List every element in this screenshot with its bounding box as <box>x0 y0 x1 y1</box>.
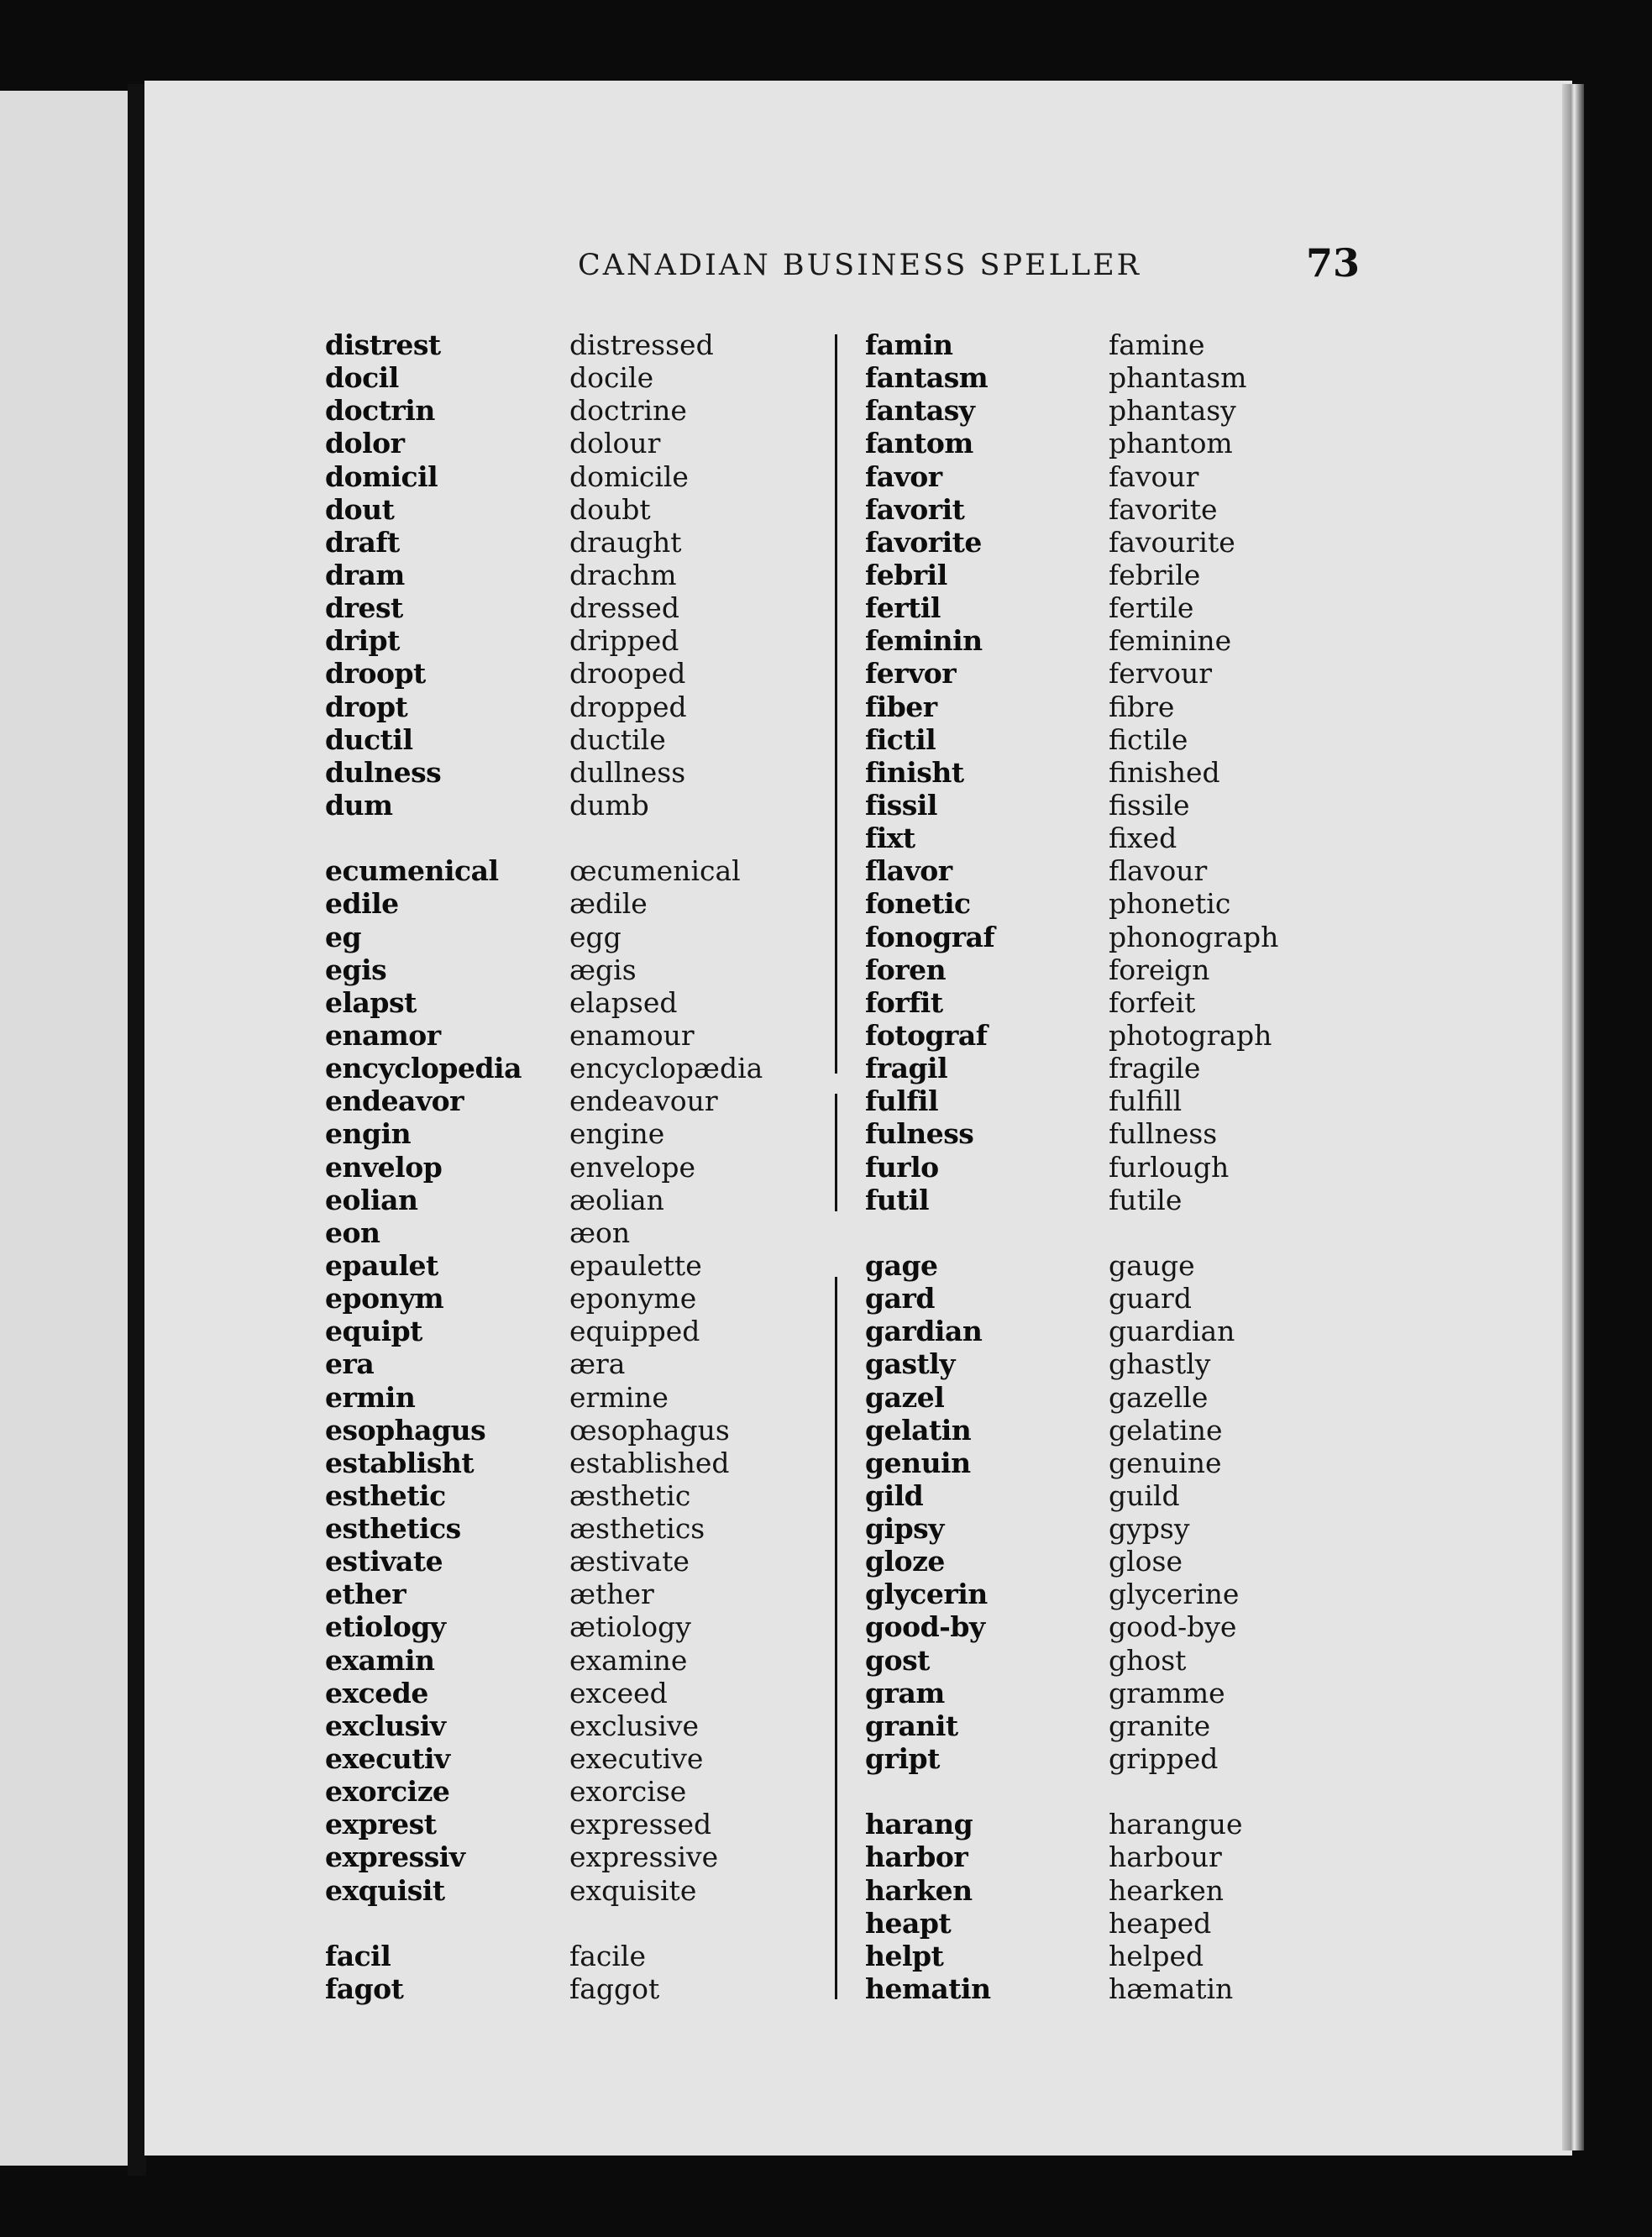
word-entry: harang <box>865 1808 973 1841</box>
word-entry: gazelle <box>1109 1380 1209 1414</box>
word-entry: elapst <box>325 985 417 1019</box>
word-entry: fervour <box>1109 657 1213 691</box>
word-entry: dum <box>325 788 393 822</box>
word-entry: dolor <box>325 427 405 460</box>
word-entry: egis <box>325 953 387 986</box>
word-entry: dullness <box>569 755 686 789</box>
word-entry: feminine <box>1109 624 1232 658</box>
word-entry: foren <box>865 953 947 986</box>
word-entry: gipsy <box>865 1512 944 1546</box>
word-entry: famin <box>865 328 953 361</box>
word-entry: heaped <box>1109 1906 1212 1940</box>
word-entry: dressed <box>569 591 679 625</box>
word-entry: fertil <box>865 591 941 625</box>
column-right-traditional <box>1109 328 1278 2005</box>
word-entry: fotograf <box>865 1018 988 1052</box>
word-entry: gage <box>865 1248 938 1282</box>
word-entry: executiv <box>325 1742 450 1776</box>
word-entry: favorite <box>1109 492 1218 526</box>
word-entry: dropt <box>325 690 408 723</box>
word-entry: fonograf <box>865 920 995 953</box>
column-left-simplified <box>325 328 522 2005</box>
word-entry: gelatin <box>865 1413 972 1447</box>
book-spine <box>128 84 146 2176</box>
word-entry: exceed <box>569 1676 668 1709</box>
word-entry: harbour <box>1109 1841 1222 1874</box>
word-entry: dumb <box>569 788 649 822</box>
word-entry: ductil <box>325 722 413 756</box>
word-entry: fictil <box>865 722 936 756</box>
blank-line <box>865 1216 994 1249</box>
word-entry: equipt <box>325 1315 422 1348</box>
word-entry: gypsy <box>1109 1512 1190 1546</box>
word-entry: fixed <box>1109 822 1177 855</box>
word-entry: glycerin <box>865 1578 988 1611</box>
word-entry: eolian <box>325 1183 418 1216</box>
word-entry: gauge <box>1109 1248 1195 1282</box>
word-entry: enamor <box>325 1018 441 1052</box>
word-entry: finisht <box>865 755 964 789</box>
word-entry: dropped <box>569 690 687 723</box>
word-entry: doctrine <box>569 394 687 428</box>
word-entry: genuin <box>865 1446 971 1479</box>
word-entry: glose <box>1109 1545 1183 1578</box>
word-entry: equipped <box>569 1315 700 1348</box>
word-entry: phantom <box>1109 427 1233 460</box>
blank-line <box>569 1907 763 1940</box>
word-entry: distressed <box>569 328 714 361</box>
word-entry: elapsed <box>569 985 678 1019</box>
word-entry: droopt <box>325 657 426 691</box>
word-entry: establisht <box>325 1446 475 1479</box>
word-entry: æther <box>569 1578 654 1611</box>
word-entry: œsophagus <box>569 1413 730 1447</box>
word-entry: hematin <box>865 1972 991 2006</box>
word-entry: phantasm <box>1109 361 1247 395</box>
word-entry: established <box>569 1446 730 1479</box>
word-entry: endeavour <box>569 1084 718 1118</box>
word-entry: encyclopædia <box>569 1052 763 1085</box>
word-entry: hæmatin <box>1109 1972 1234 2006</box>
word-entry: good-bye <box>1109 1610 1237 1644</box>
word-entry: œcumenical <box>569 854 741 888</box>
word-entry: febrile <box>1109 558 1201 591</box>
word-entry: favourite <box>1109 525 1235 559</box>
word-entry: encyclopedia <box>325 1052 522 1085</box>
word-entry: æsthetics <box>569 1512 705 1546</box>
word-entry: egg <box>569 920 621 953</box>
facing-page-edge <box>0 91 134 2166</box>
word-entry: exquisite <box>569 1873 697 1907</box>
word-entry: fulfil <box>865 1084 938 1118</box>
word-entry: gild <box>865 1478 924 1512</box>
word-entry: dulness <box>325 755 442 789</box>
word-entry: docil <box>325 361 399 395</box>
column-right-simplified <box>865 328 994 2005</box>
word-entry: gastly <box>865 1347 955 1381</box>
word-entry: photograph <box>1109 1018 1272 1052</box>
running-header: CANADIAN BUSINESS SPELLER <box>578 249 1141 282</box>
word-entry: febril <box>865 558 947 591</box>
column-divider <box>835 334 837 1074</box>
word-entry: æsthetic <box>569 1478 691 1512</box>
word-entry: engin <box>325 1117 412 1151</box>
word-entry: dram <box>325 558 405 591</box>
word-entry: foreign <box>1109 953 1210 986</box>
word-entry: futile <box>1109 1183 1183 1216</box>
word-entry: fantasm <box>865 361 989 395</box>
word-entry: expressiv <box>325 1841 465 1874</box>
word-entry: fissil <box>865 788 937 822</box>
word-entry: ether <box>325 1578 406 1611</box>
word-entry: phonograph <box>1109 920 1279 953</box>
word-entry: exorcise <box>569 1775 687 1809</box>
word-entry: examine <box>569 1643 688 1677</box>
word-entry: gript <box>865 1742 940 1776</box>
word-entry: æon <box>569 1216 631 1249</box>
word-entry: draught <box>569 525 682 559</box>
word-entry: envelop <box>325 1150 443 1184</box>
word-entry: favorite <box>865 525 982 559</box>
word-entry: esthetic <box>325 1478 446 1512</box>
word-entry: envelope <box>569 1150 696 1184</box>
word-entry: guild <box>1109 1478 1180 1512</box>
word-entry: faggot <box>569 1972 660 2006</box>
word-entry: furlough <box>1109 1150 1230 1184</box>
word-entry: gard <box>865 1282 935 1315</box>
word-entry: exprest <box>325 1808 437 1841</box>
word-entry: facil <box>325 1939 391 1972</box>
blank-line <box>325 822 522 854</box>
word-entry: esthetics <box>325 1512 461 1546</box>
blank-line <box>569 822 763 854</box>
word-entry: guard <box>1109 1282 1192 1315</box>
word-entry: dript <box>325 624 400 658</box>
word-entry: helped <box>1109 1939 1204 1972</box>
word-entry: docile <box>569 361 654 395</box>
word-entry: era <box>325 1347 375 1381</box>
word-entry: epaulet <box>325 1248 438 1282</box>
column-divider <box>835 1094 837 1211</box>
word-entry: fervor <box>865 657 957 691</box>
word-entry: executive <box>569 1742 704 1776</box>
word-entry: etiology <box>325 1610 446 1644</box>
word-entry: feminin <box>865 624 983 658</box>
word-entry: gram <box>865 1676 945 1709</box>
column-divider <box>835 1277 837 1999</box>
word-entry: estivate <box>325 1545 443 1578</box>
word-entry: fulfill <box>1109 1084 1183 1118</box>
word-entry: helpt <box>865 1939 944 1972</box>
word-entry: genuine <box>1109 1446 1222 1479</box>
word-entry: fagot <box>325 1972 404 2006</box>
word-entry: domicil <box>325 459 438 493</box>
word-entry: engine <box>569 1117 665 1151</box>
word-entry: fertile <box>1109 591 1194 625</box>
word-entry: forfit <box>865 985 943 1019</box>
word-entry: granit <box>865 1709 958 1742</box>
word-entry: gloze <box>865 1545 945 1578</box>
blank-line <box>1109 1775 1278 1808</box>
word-entry: ægis <box>569 953 637 986</box>
word-entry: æolian <box>569 1183 664 1216</box>
word-entry: forfeit <box>1109 985 1196 1019</box>
word-entry: gramme <box>1109 1676 1225 1709</box>
blank-line <box>325 1907 522 1940</box>
word-entry: fictile <box>1109 722 1188 756</box>
word-entry: drachm <box>569 558 677 591</box>
word-entry: heapt <box>865 1906 952 1940</box>
word-entry: exquisit <box>325 1873 445 1907</box>
word-entry: harken <box>865 1873 973 1907</box>
word-entry: expressed <box>569 1808 712 1841</box>
word-entry: dripped <box>569 624 679 658</box>
blank-line <box>865 1775 994 1808</box>
word-entry: edile <box>325 887 399 921</box>
word-entry: ædile <box>569 887 648 921</box>
word-entry: fiber <box>865 690 937 723</box>
word-entry: eponyme <box>569 1282 697 1315</box>
word-entry: fragil <box>865 1052 948 1085</box>
word-entry: finished <box>1109 755 1220 789</box>
word-entry: esophagus <box>325 1413 486 1447</box>
word-entry: eponym <box>325 1282 444 1315</box>
word-entry: exclusive <box>569 1709 700 1742</box>
word-entry: endeavor <box>325 1084 464 1118</box>
word-entry: favour <box>1109 459 1199 493</box>
word-entry: favor <box>865 459 942 493</box>
column-left-traditional <box>569 328 763 2005</box>
word-entry: favorit <box>865 492 965 526</box>
word-entry: domicile <box>569 459 689 493</box>
word-entry: granite <box>1109 1709 1211 1742</box>
word-entry: famine <box>1109 328 1205 361</box>
word-entry: gardian <box>865 1315 983 1348</box>
word-entry: ecumenical <box>325 854 499 888</box>
word-entry: epaulette <box>569 1248 702 1282</box>
word-entry: draft <box>325 525 400 559</box>
word-entry: fantom <box>865 427 973 460</box>
word-entry: flavor <box>865 854 952 888</box>
word-entry: ermine <box>569 1380 669 1414</box>
word-entry: fibre <box>1109 690 1175 723</box>
word-entry: harangue <box>1109 1808 1243 1841</box>
word-entry: glycerine <box>1109 1578 1240 1611</box>
word-entry: gazel <box>865 1380 945 1414</box>
word-entry: hearken <box>1109 1873 1225 1907</box>
word-entry: doubt <box>569 492 651 526</box>
word-entry: ermin <box>325 1380 416 1414</box>
word-entry: fixt <box>865 822 915 855</box>
word-entry: fissile <box>1109 788 1190 822</box>
word-entry: dout <box>325 492 395 526</box>
word-entry: drest <box>325 591 403 625</box>
word-entry: phonetic <box>1109 887 1231 921</box>
word-entry: fantasy <box>865 394 975 428</box>
word-entry: æra <box>569 1347 626 1381</box>
word-entry: exclusiv <box>325 1709 446 1742</box>
word-entry: eg <box>325 920 362 953</box>
word-entry: expressive <box>569 1841 719 1874</box>
word-entry: furlo <box>865 1150 939 1184</box>
word-entry: drooped <box>569 657 686 691</box>
word-entry: eon <box>325 1216 380 1249</box>
word-entry: fullness <box>1109 1117 1218 1151</box>
word-entry: ghastly <box>1109 1347 1211 1381</box>
word-entry: ductile <box>569 722 666 756</box>
page-edge-shadow <box>1562 84 1584 2150</box>
word-entry: æstivate <box>569 1545 690 1578</box>
word-entry: examin <box>325 1643 435 1677</box>
word-entry: fonetic <box>865 887 971 921</box>
word-entry: fragile <box>1109 1052 1201 1085</box>
word-entry: gripped <box>1109 1742 1219 1776</box>
word-entry: gelatine <box>1109 1413 1223 1447</box>
word-entry: facile <box>569 1939 647 1972</box>
word-entry: doctrin <box>325 394 435 428</box>
word-entry: ætiology <box>569 1610 691 1644</box>
page-number: 73 <box>1306 240 1361 286</box>
word-entry: excede <box>325 1676 428 1709</box>
word-entry: guardian <box>1109 1315 1235 1348</box>
word-entry: gost <box>865 1643 930 1677</box>
word-entry: harbor <box>865 1841 968 1874</box>
word-entry: dolour <box>569 427 661 460</box>
word-entry: fulness <box>865 1117 974 1151</box>
word-entry: good-by <box>865 1610 985 1644</box>
word-entry: enamour <box>569 1018 695 1052</box>
word-entry: exorcize <box>325 1775 450 1809</box>
word-entry: flavour <box>1109 854 1208 888</box>
word-entry: phantasy <box>1109 394 1236 428</box>
word-entry: distrest <box>325 328 441 361</box>
word-entry: futil <box>865 1183 930 1216</box>
word-entry: ghost <box>1109 1643 1187 1677</box>
blank-line <box>1109 1216 1278 1249</box>
